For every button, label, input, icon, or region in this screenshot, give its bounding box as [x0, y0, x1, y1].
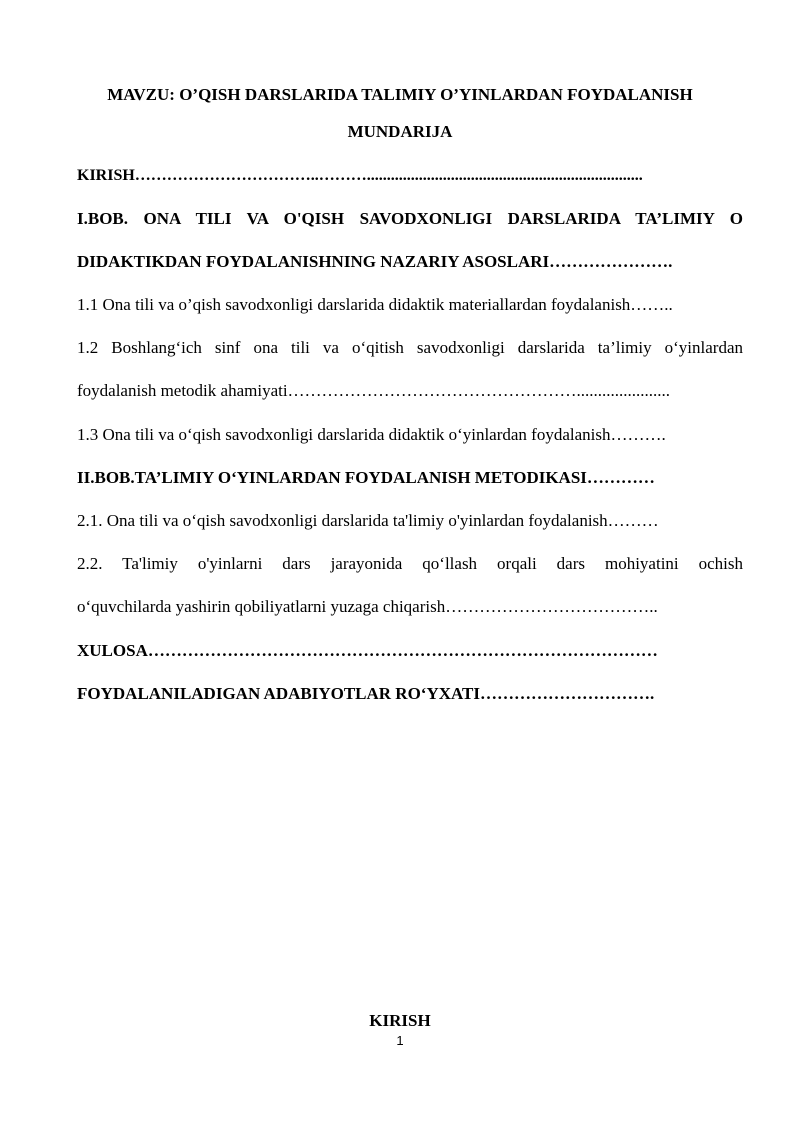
toc-entry-bob1-line1[interactable]: I.BOB. ONA TILI VA O'QISH SAVODXONLIGI DARSLARIDA TA’LIMIY O: [77, 209, 743, 228]
section-heading-kirish: KIRISH: [369, 1011, 431, 1030]
toc-entry-adabiyotlar[interactable]: FOYDALANILADIGAN ADABIYOTLAR RO‘YXATI………………………….: [77, 684, 655, 703]
toc-entry-1-1[interactable]: 1.1 Ona tili va o’qish savodxonligi darslarida didaktik materiallardan foydalanish……..: [77, 295, 673, 314]
toc-entry-kirish[interactable]: KIRISH……………………………..……….....................................................................: [77, 167, 643, 184]
toc-entry-1-2-line1[interactable]: 1.2 Boshlang‘ich sinf ona tili va o‘qitish savodxonligi darslarida ta’limiy o‘yinlardan: [77, 338, 743, 357]
toc-entry-1-3[interactable]: 1.3 Ona tili va o‘qish savodxonligi darslarida didaktik o‘yinlardan foydalanish……….: [77, 425, 666, 444]
document-title: MAVZU: O’QISH DARSLARIDA TALIMIY O’YINLARDAN FOYDALANISH: [107, 85, 693, 104]
toc-entry-2-1[interactable]: 2.1. Ona tili va o‘qish savodxonligi darslarida ta'limiy o'yinlardan foydalanish………: [77, 511, 659, 530]
toc-entry-xulosa[interactable]: XULOSA………………………………………………………………………………: [77, 641, 658, 660]
toc-entry-1-2-line2[interactable]: foydalanish metodik ahamiyati……………………………………………......................: [77, 381, 671, 400]
toc-heading: MUNDARIJA: [347, 122, 453, 141]
toc-entry-2-2-line1[interactable]: 2.2. Ta'limiy o'yinlarni dars jarayonida qo‘llash orqali dars mohiyatini ochish: [77, 554, 743, 573]
page-number: 1: [396, 1033, 404, 1048]
toc-entry-bob2[interactable]: II.BOB.TA’LIMIY O‘YINLARDAN FOYDALANISH METODIKASI…………: [77, 468, 655, 487]
toc-entry-2-2-line2[interactable]: o‘quvchilarda yashirin qobiliyatlarni yuzaga chiqarish………………………………..: [77, 597, 658, 616]
toc-entry-bob1-line2[interactable]: DIDAKTIKDAN FOYDALANISHNING NAZARIY ASOSLARI………………….: [77, 252, 673, 271]
